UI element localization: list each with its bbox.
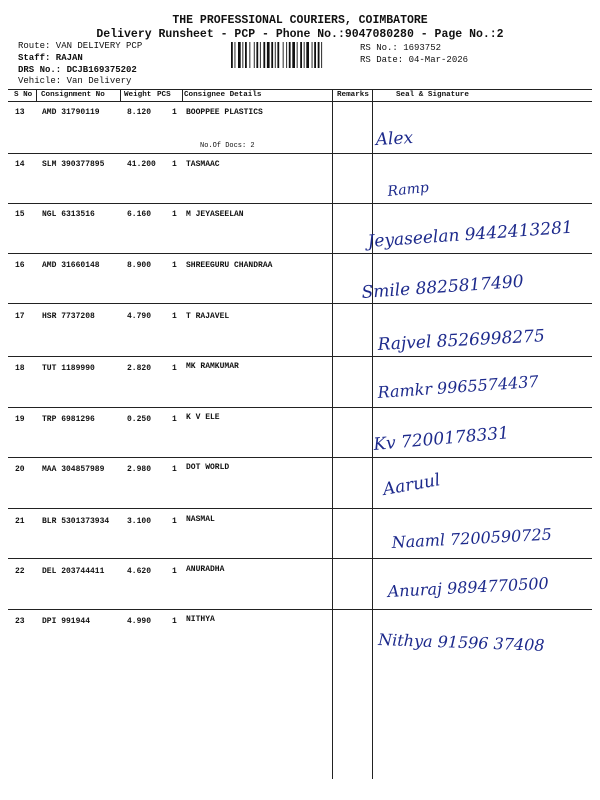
barcode-bar bbox=[283, 42, 284, 68]
row-consignment: MAA 304857989 bbox=[42, 465, 105, 474]
barcode-bar bbox=[292, 42, 295, 68]
row-consignee: TASMAAC bbox=[186, 160, 220, 169]
col-divider bbox=[36, 89, 37, 101]
barcode-bar bbox=[231, 42, 233, 68]
col-header-remarks: Remarks bbox=[337, 91, 369, 99]
row-pcs: 1 bbox=[172, 415, 177, 424]
route-label: Route: VAN DELIVERY PCP bbox=[18, 41, 143, 51]
runsheet-subtitle: Delivery Runsheet - PCP - Phone No.:9047080280 - Page No.:2 bbox=[96, 28, 504, 41]
barcode-bar bbox=[235, 42, 236, 68]
row-consignee: M JEYASEELAN bbox=[186, 210, 244, 219]
drs-number: DRS No.: DCJB169375202 bbox=[18, 65, 137, 75]
barcode-bar bbox=[275, 42, 276, 68]
row-sno: 15 bbox=[15, 210, 25, 219]
row-weight: 3.100 bbox=[127, 517, 152, 526]
row-consignment: SLM 390377895 bbox=[42, 160, 105, 169]
row-pcs: 1 bbox=[172, 261, 177, 270]
table-top-rule bbox=[8, 89, 592, 90]
row-consignment: BLR 5301373934 bbox=[42, 517, 110, 526]
row-sno: 23 bbox=[15, 617, 25, 626]
col-divider bbox=[182, 89, 183, 101]
signature-ramkumar: Ramkr 9965574437 bbox=[376, 371, 540, 402]
row-weight: 8.900 bbox=[127, 261, 152, 270]
row-sno: 20 bbox=[15, 465, 25, 474]
barcode-bar bbox=[321, 42, 322, 68]
row-sno: 13 bbox=[15, 108, 25, 117]
row-consignment: AMD 31790119 bbox=[42, 108, 100, 117]
row-consignee: NITHYA bbox=[186, 615, 215, 624]
barcode-bar bbox=[260, 42, 261, 68]
barcode-bar bbox=[289, 42, 291, 68]
barcode-bar bbox=[286, 42, 287, 68]
row-rule bbox=[8, 356, 592, 357]
row-rule bbox=[8, 153, 592, 154]
row-consignee: DOT WORLD bbox=[186, 463, 230, 472]
barcode-bar bbox=[277, 42, 279, 68]
barcode-bar bbox=[249, 42, 250, 68]
barcode-bar bbox=[254, 42, 255, 68]
signature-jeyaseelan: Jeyaseelan 9442413281 bbox=[366, 217, 574, 252]
row-weight: 6.160 bbox=[127, 210, 152, 219]
row-weight: 2.820 bbox=[127, 364, 152, 373]
col-header-consignee: Consignee Details bbox=[184, 91, 262, 99]
barcode-bar bbox=[245, 42, 247, 68]
col-header-seal: Seal & Signature bbox=[396, 91, 469, 99]
row-pcs: 1 bbox=[172, 160, 177, 169]
row-weight: 4.790 bbox=[127, 312, 152, 321]
barcode-bar bbox=[312, 42, 313, 68]
row-rule bbox=[8, 508, 592, 509]
row-sno: 22 bbox=[15, 567, 25, 576]
table-header-rule bbox=[8, 101, 592, 102]
row-pcs: 1 bbox=[172, 567, 177, 576]
row-consignee: BOOPPEE PLASTICS bbox=[186, 108, 263, 117]
row-consignee: ANURADHA bbox=[186, 565, 225, 574]
row-weight: 8.120 bbox=[127, 108, 152, 117]
row-pcs: 1 bbox=[172, 617, 177, 626]
row-weight: 2.980 bbox=[127, 465, 152, 474]
row-sno: 14 bbox=[15, 160, 25, 169]
barcode-bar bbox=[238, 42, 241, 68]
staff-label: Staff: RAJAN bbox=[18, 53, 83, 63]
remarks-divider bbox=[332, 89, 333, 779]
row-consignee: SHREEGURU CHANDRAA bbox=[186, 261, 273, 270]
barcode-bar bbox=[267, 42, 270, 68]
row-consignee: NASMAL bbox=[186, 515, 215, 524]
row-rule bbox=[8, 457, 592, 458]
barcode-bar bbox=[306, 42, 309, 68]
barcode-bar bbox=[304, 42, 305, 68]
col-divider bbox=[120, 89, 121, 101]
signature-nasmal: Naaml 7200590725 bbox=[391, 524, 553, 552]
row-rule bbox=[8, 303, 592, 304]
signature-anuradha: Anuraj 9894770500 bbox=[387, 573, 550, 601]
row-pcs: 1 bbox=[172, 312, 177, 321]
row-sno: 16 bbox=[15, 261, 25, 270]
row-pcs: 1 bbox=[172, 465, 177, 474]
signature-nithya: Nithya 91596 37408 bbox=[377, 630, 545, 655]
barcode-bar bbox=[271, 42, 273, 68]
row-consignment: TRP 6981296 bbox=[42, 415, 95, 424]
col-header-consignment: Consignment No bbox=[41, 91, 105, 99]
row-consignment: TUT 1189990 bbox=[42, 364, 95, 373]
barcode-bar bbox=[300, 42, 302, 68]
barcode-bar bbox=[242, 42, 243, 68]
row-rule bbox=[8, 203, 592, 204]
barcode-bar bbox=[263, 42, 265, 68]
rs-date: RS Date: 04-Mar-2026 bbox=[360, 55, 469, 65]
barcode-bar bbox=[256, 42, 258, 68]
row-sno: 21 bbox=[15, 517, 25, 526]
row-consignment: NGL 6313516 bbox=[42, 210, 95, 219]
row-weight: 4.990 bbox=[127, 617, 152, 626]
vehicle-label: Vehicle: Van Delivery bbox=[18, 76, 132, 86]
row-pcs: 1 bbox=[172, 517, 177, 526]
company-title: THE PROFESSIONAL COURIERS, COIMBATORE bbox=[172, 14, 428, 27]
row-rule bbox=[8, 253, 592, 254]
row-consignee: T RAJAVEL bbox=[186, 312, 230, 321]
row-pcs: 1 bbox=[172, 364, 177, 373]
row-consignee: MK RAMKUMAR bbox=[186, 362, 239, 371]
rs-number: RS No.: 1693752 bbox=[360, 43, 442, 53]
barcode bbox=[230, 42, 354, 68]
signature-kvele: Kv 7200178331 bbox=[372, 423, 510, 455]
signature-alex: Alex bbox=[375, 128, 414, 150]
row-pcs: 1 bbox=[172, 210, 177, 219]
row-weight: 0.250 bbox=[127, 415, 152, 424]
barcode-bar bbox=[314, 42, 316, 68]
row-rule bbox=[8, 609, 592, 610]
seal-divider bbox=[372, 89, 373, 779]
signature-shreeguru: Smile 8825817490 bbox=[360, 271, 525, 303]
row-sno: 19 bbox=[15, 415, 25, 424]
signature-rajavel: Rajvel 8526998275 bbox=[377, 326, 546, 355]
row-consignee: K V ELE bbox=[186, 413, 220, 422]
row-docs-note: No.Of Docs: 2 bbox=[200, 142, 255, 150]
row-sno: 17 bbox=[15, 312, 25, 321]
col-header-weight: Weight bbox=[124, 91, 152, 99]
row-rule bbox=[8, 558, 592, 559]
row-consignment: HSR 7737208 bbox=[42, 312, 95, 321]
row-rule bbox=[8, 407, 592, 408]
signature-ramp: Ramp bbox=[386, 179, 430, 200]
col-header-sno: S No bbox=[14, 91, 33, 99]
row-sno: 18 bbox=[15, 364, 25, 373]
col-header-pcs: PCS bbox=[157, 91, 171, 99]
row-pcs: 1 bbox=[172, 108, 177, 117]
barcode-bar bbox=[297, 42, 298, 68]
barcode-bar bbox=[318, 42, 320, 68]
row-weight: 4.620 bbox=[127, 567, 152, 576]
row-consignment: DPI 991944 bbox=[42, 617, 91, 626]
row-weight: 41.200 bbox=[127, 160, 156, 169]
row-consignment: AMD 31660148 bbox=[42, 261, 100, 270]
signature-dotworld: Aaruul bbox=[381, 470, 442, 500]
row-consignment: DEL 203744411 bbox=[42, 567, 105, 576]
